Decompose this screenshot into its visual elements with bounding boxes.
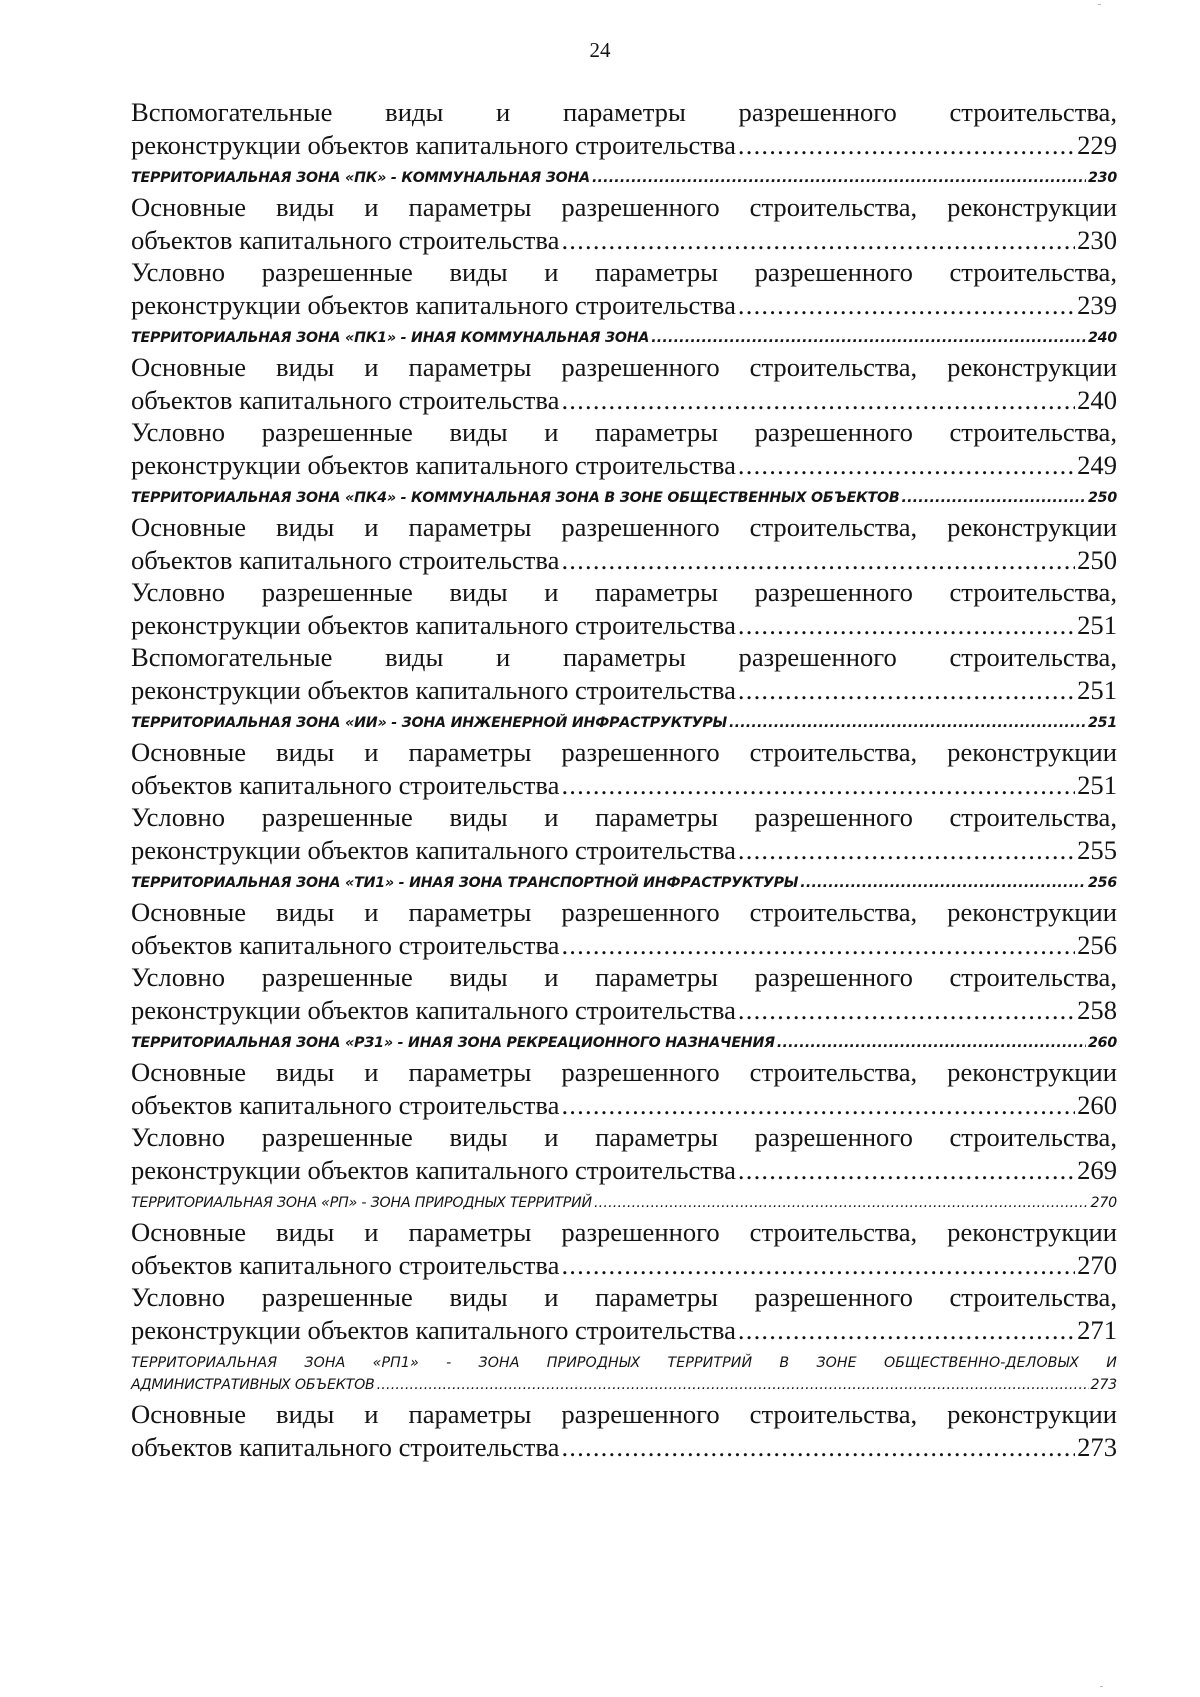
toc-page-number: 256 bbox=[1077, 929, 1117, 960]
toc-entry-first-line: Условно разрешенные виды и параметры разрешенного строительства, bbox=[131, 802, 1117, 832]
toc-entry bbox=[131, 96, 1117, 161]
toc-page-number: 260 bbox=[1077, 1089, 1117, 1120]
toc-entry bbox=[131, 1398, 1117, 1463]
toc-page-number: 270 bbox=[1077, 1249, 1117, 1280]
toc-entry-leader-line bbox=[131, 224, 1117, 257]
toc-page-number: 255 bbox=[1077, 834, 1117, 865]
dot-leader bbox=[738, 129, 1075, 162]
toc-entry-leader-line bbox=[131, 384, 1117, 417]
toc-page-number: 230 bbox=[1077, 224, 1117, 255]
toc-entry-title: объектов капитального строительства bbox=[131, 384, 560, 415]
toc-section-heading bbox=[131, 327, 1117, 349]
toc-entry-leader-line bbox=[131, 544, 1117, 577]
toc-entry-first-line: Основные виды и параметры разрешенного строительства, реконструкции bbox=[131, 352, 1117, 382]
toc-section-heading bbox=[131, 487, 1117, 509]
toc-entry-title: ТЕРРИТОРИАЛЬНАЯ ЗОНА «ТИ1» - ИНАЯ ЗОНА ТРАНСПОРТНОЙ ИНФРАСТРУКТУРЫ bbox=[131, 875, 799, 891]
toc-entry-leader-line bbox=[131, 994, 1117, 1027]
toc-entry-title: объектов капитального строительства bbox=[131, 929, 560, 960]
toc-section-heading bbox=[131, 1032, 1117, 1054]
toc-page-number: 250 bbox=[1087, 490, 1117, 506]
toc-entry-title: ТЕРРИТОРИАЛЬНАЯ ЗОНА «ПК» - КОММУНАЛЬНАЯ ЗОНА bbox=[131, 170, 590, 186]
toc-entry-leader-line bbox=[131, 129, 1117, 162]
toc-entry bbox=[131, 1121, 1117, 1186]
toc-entry-title: реконструкции объектов капитального строительства bbox=[131, 1154, 736, 1185]
dot-leader bbox=[561, 544, 1075, 577]
toc-entry-first-line: Основные виды и параметры разрешенного строительства, реконструкции bbox=[131, 512, 1117, 542]
toc-entry-leader-line bbox=[131, 1154, 1117, 1187]
dot-leader bbox=[738, 449, 1075, 482]
dot-leader bbox=[561, 1249, 1075, 1282]
toc-page-number: 256 bbox=[1087, 875, 1117, 891]
toc-entry-title: ТЕРРИТОРИАЛЬНАЯ ЗОНА «ПК4» - КОММУНАЛЬНАЯ ЗОНА В ЗОНЕ ОБЩЕСТВЕННЫХ ОБЪЕКТОВ bbox=[131, 490, 900, 506]
toc-page-number: 251 bbox=[1077, 769, 1117, 800]
toc-entry-title: объектов капитального строительства bbox=[131, 1249, 560, 1280]
toc-entry-leader-line bbox=[131, 712, 1117, 734]
toc-entry-title: реконструкции объектов капитального строительства bbox=[131, 1314, 736, 1345]
toc-entry-leader-line bbox=[131, 1089, 1117, 1122]
toc-entry bbox=[131, 896, 1117, 961]
toc-entry-leader-line bbox=[131, 1249, 1117, 1282]
toc-entry-leader-line bbox=[131, 834, 1117, 867]
toc-entry-leader-line bbox=[131, 487, 1117, 509]
toc-entry-first-line: Основные виды и параметры разрешенного строительства, реконструкции bbox=[131, 192, 1117, 222]
toc-section-heading bbox=[131, 872, 1117, 894]
toc-entry-title: реконструкции объектов капитального строительства bbox=[131, 994, 736, 1025]
toc-entry-leader-line bbox=[131, 1374, 1117, 1396]
toc-entry bbox=[131, 1056, 1117, 1121]
toc-entry-first-line: Основные виды и параметры разрешенного строительства, реконструкции bbox=[131, 1217, 1117, 1247]
toc-entry bbox=[131, 961, 1117, 1026]
toc-entry-first-line: Основные виды и параметры разрешенного строительства, реконструкции bbox=[131, 1399, 1117, 1429]
scan-artifact bbox=[1098, 4, 1101, 5]
toc-section-heading bbox=[131, 167, 1117, 189]
dot-leader bbox=[800, 872, 1086, 894]
toc-section-heading bbox=[131, 1192, 1117, 1214]
toc-entry-title: ТЕРРИТОРИАЛЬНАЯ ЗОНА «ИИ» - ЗОНА ИНЖЕНЕРНОЙ ИНФРАСТРУКТУРЫ bbox=[131, 715, 728, 731]
dot-leader bbox=[738, 674, 1075, 707]
toc-entry-title: объектов капитального строительства bbox=[131, 1089, 560, 1120]
dot-leader bbox=[777, 1032, 1086, 1054]
toc-entry bbox=[131, 576, 1117, 641]
toc-entry-leader-line bbox=[131, 1192, 1117, 1214]
dot-leader bbox=[561, 1089, 1075, 1122]
toc-entry-first-line: Условно разрешенные виды и параметры разрешенного строительства, bbox=[131, 417, 1117, 447]
toc-entry-title: реконструкции объектов капитального строительства bbox=[131, 674, 736, 705]
toc-entry-title: объектов капитального строительства bbox=[131, 544, 560, 575]
toc-entry-title: объектов капитального строительства bbox=[131, 224, 560, 255]
toc-entry-first-line: Основные виды и параметры разрешенного строительства, реконструкции bbox=[131, 897, 1117, 927]
toc-entry-first-line: Основные виды и параметры разрешенного строительства, реконструкции bbox=[131, 1057, 1117, 1087]
toc-entry-title: ТЕРРИТОРИАЛЬНАЯ ЗОНА «РП» - ЗОНА ПРИРОДНЫХ ТЕРРИТРИЙ bbox=[131, 1195, 592, 1211]
toc-entry-leader-line bbox=[131, 609, 1117, 642]
dot-leader bbox=[738, 834, 1075, 867]
toc-entry-title: АДМИНИСТРАТИВНЫХ ОБЪЕКТОВ bbox=[131, 1377, 375, 1393]
toc-entry-title: реконструкции объектов капитального строительства bbox=[131, 609, 736, 640]
toc-section-heading bbox=[131, 1352, 1117, 1396]
dot-leader bbox=[377, 1374, 1089, 1396]
toc-page-number: 271 bbox=[1077, 1314, 1117, 1345]
dot-leader bbox=[561, 1431, 1075, 1464]
dot-leader bbox=[561, 224, 1075, 257]
dot-leader bbox=[738, 1314, 1075, 1347]
toc-entry-leader-line bbox=[131, 872, 1117, 894]
toc-entry bbox=[131, 511, 1117, 576]
toc-entry-leader-line bbox=[131, 1314, 1117, 1347]
toc-entry-leader-line bbox=[131, 289, 1117, 322]
toc-entry-title: объектов капитального строительства bbox=[131, 769, 560, 800]
toc-entry-title: реконструкции объектов капитального строительства bbox=[131, 834, 736, 865]
dot-leader bbox=[592, 167, 1086, 189]
toc-entry-first-line: ТЕРРИТОРИАЛЬНАЯ ЗОНА «РП1» - ЗОНА ПРИРОДНЫХ ТЕРРИТРИЙ В ЗОНЕ ОБЩЕСТВЕННО-ДЕЛОВЫХ И bbox=[131, 1355, 1117, 1371]
scan-artifact bbox=[1100, 1686, 1103, 1687]
toc-page-number: 239 bbox=[1077, 289, 1117, 320]
toc-entry-title: реконструкции объектов капитального строительства bbox=[131, 449, 736, 480]
toc-entry-first-line: Основные виды и параметры разрешенного строительства, реконструкции bbox=[131, 737, 1117, 767]
toc-entry bbox=[131, 191, 1117, 256]
dot-leader bbox=[738, 1154, 1075, 1187]
toc-entry-first-line: Вспомогательные виды и параметры разрешенного строительства, bbox=[131, 97, 1117, 127]
toc-page-number: 230 bbox=[1087, 170, 1117, 186]
toc-entry-leader-line bbox=[131, 1431, 1117, 1464]
dot-leader bbox=[902, 487, 1086, 509]
dot-leader bbox=[651, 327, 1086, 349]
toc-entry bbox=[131, 801, 1117, 866]
toc-entry bbox=[131, 416, 1117, 481]
toc-entry bbox=[131, 641, 1117, 706]
dot-leader bbox=[594, 1192, 1089, 1214]
toc-entry-leader-line bbox=[131, 327, 1117, 349]
toc-entry-first-line: Условно разрешенные виды и параметры разрешенного строительства, bbox=[131, 577, 1117, 607]
toc-page-number: 260 bbox=[1087, 1035, 1117, 1051]
toc-entry-first-line: Условно разрешенные виды и параметры разрешенного строительства, bbox=[131, 1122, 1117, 1152]
toc-page-number: 273 bbox=[1090, 1377, 1117, 1393]
toc-page-number: 270 bbox=[1090, 1195, 1117, 1211]
toc-page-number: 249 bbox=[1077, 449, 1117, 480]
toc-entry bbox=[131, 1281, 1117, 1346]
toc-entry-leader-line bbox=[131, 167, 1117, 189]
toc-page-number: 240 bbox=[1087, 330, 1117, 346]
toc-entry bbox=[131, 351, 1117, 416]
toc-page-number: 251 bbox=[1087, 715, 1117, 731]
toc-entry bbox=[131, 256, 1117, 321]
dot-leader bbox=[738, 994, 1075, 1027]
toc-entry-title: реконструкции объектов капитального строительства bbox=[131, 129, 736, 160]
toc-page-number: 258 bbox=[1077, 994, 1117, 1025]
dot-leader bbox=[561, 769, 1075, 802]
dot-leader bbox=[738, 289, 1075, 322]
toc-page-number: 250 bbox=[1077, 544, 1117, 575]
dot-leader bbox=[729, 712, 1086, 734]
toc-entry-first-line: Вспомогательные виды и параметры разрешенного строительства, bbox=[131, 642, 1117, 672]
toc-page-number: 251 bbox=[1077, 609, 1117, 640]
toc-entry-first-line: Условно разрешенные виды и параметры разрешенного строительства, bbox=[131, 962, 1117, 992]
toc-entry-first-line: Условно разрешенные виды и параметры разрешенного строительства, bbox=[131, 257, 1117, 287]
toc-entry-leader-line bbox=[131, 674, 1117, 707]
toc-entry bbox=[131, 1216, 1117, 1281]
toc-page-number: 240 bbox=[1077, 384, 1117, 415]
table-of-contents bbox=[131, 96, 1117, 1463]
page-number: 24 bbox=[589, 38, 611, 62]
toc-page-number: 251 bbox=[1077, 674, 1117, 705]
dot-leader bbox=[738, 609, 1075, 642]
toc-entry-title: объектов капитального строительства bbox=[131, 1431, 560, 1462]
toc-page-number: 229 bbox=[1077, 129, 1117, 160]
toc-entry-title: реконструкции объектов капитального строительства bbox=[131, 289, 736, 320]
toc-entry-leader-line bbox=[131, 1032, 1117, 1054]
toc-entry-title: ТЕРРИТОРИАЛЬНАЯ ЗОНА «ПК1» - ИНАЯ КОММУНАЛЬНАЯ ЗОНА bbox=[131, 330, 650, 346]
toc-entry-title: ТЕРРИТОРИАЛЬНАЯ ЗОНА «РЗ1» - ИНАЯ ЗОНА РЕКРЕАЦИОННОГО НАЗНАЧЕНИЯ bbox=[131, 1035, 775, 1051]
dot-leader bbox=[561, 384, 1075, 417]
toc-entry-leader-line bbox=[131, 929, 1117, 962]
toc-page-number: 269 bbox=[1077, 1154, 1117, 1185]
toc-page-number: 273 bbox=[1077, 1431, 1117, 1462]
toc-section-heading bbox=[131, 712, 1117, 734]
toc-entry-leader-line bbox=[131, 449, 1117, 482]
dot-leader bbox=[561, 929, 1075, 962]
toc-entry-leader-line bbox=[131, 769, 1117, 802]
toc-entry bbox=[131, 736, 1117, 801]
toc-entry-first-line: Условно разрешенные виды и параметры разрешенного строительства, bbox=[131, 1282, 1117, 1312]
